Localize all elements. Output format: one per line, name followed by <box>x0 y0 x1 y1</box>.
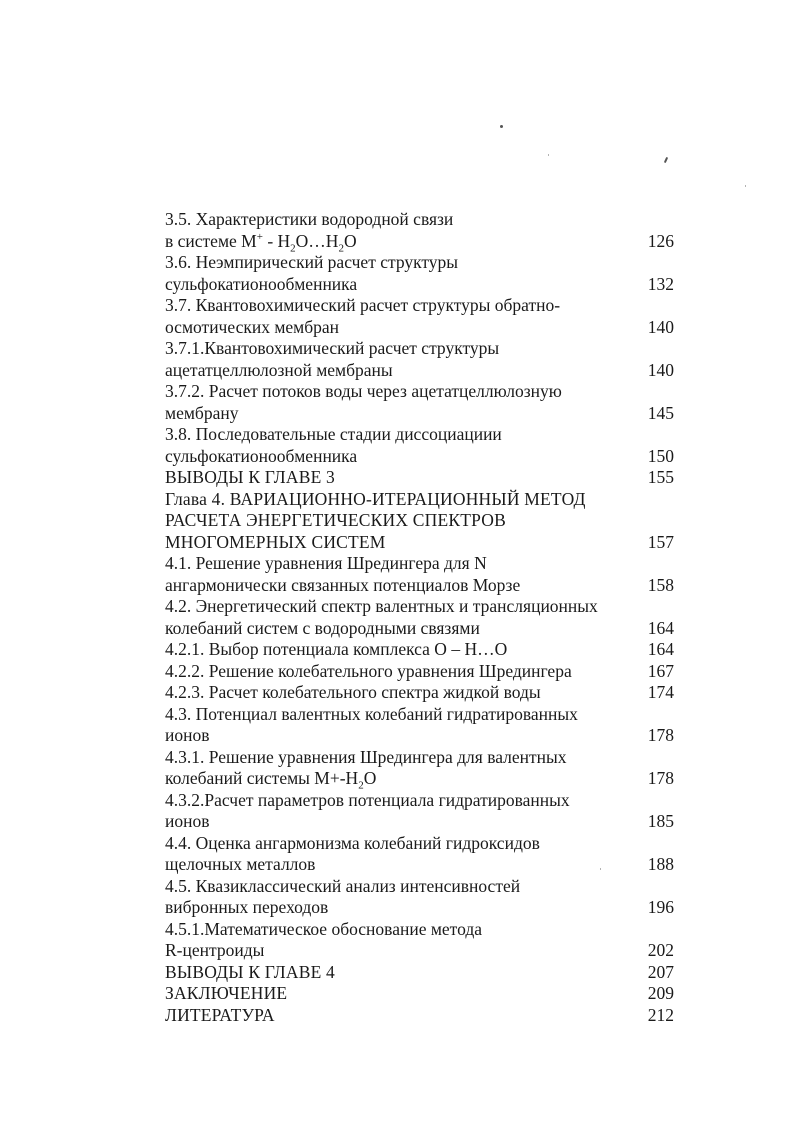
toc-entry-title-line: 4.1. Решение уравнения Шредингера для N <box>165 553 487 573</box>
toc-entry-title-line: ацетатцеллюлозной мембраны <box>165 359 393 380</box>
toc-entry-title-line: сульфокатионообменника <box>165 445 358 466</box>
toc-entry-title-line: 3.8. Последовательные стадии диссоциациии <box>165 424 502 444</box>
toc-entry-title-line: ионов <box>165 811 210 831</box>
toc-entry <box>165 338 685 381</box>
toc-page-number: 150 <box>647 445 674 466</box>
toc-entry <box>165 833 685 876</box>
toc-entry-title-line: 4.2.1. Выбор потенциала комплекса О – Н…О <box>165 639 508 659</box>
toc-entry <box>165 790 685 833</box>
toc-page-number: 155 <box>647 467 674 487</box>
scan-speck <box>664 157 668 163</box>
toc-page-number: 167 <box>647 660 674 681</box>
toc-entry-title-line: вибронных переходов <box>165 897 329 917</box>
toc-entry <box>165 682 685 704</box>
toc-entry-title-line: осмотических мембран <box>165 316 340 337</box>
toc-entry-title-line: R-центроиды <box>165 940 265 960</box>
toc-entry-title-line: 4.3.2.Расчет параметров потенциала гидратированных <box>165 789 570 810</box>
toc-page-number: 185 <box>647 811 674 831</box>
toc-entry-title-line: ЗАКЛЮЧЕНИЕ <box>165 983 288 1003</box>
toc-page-number: 126 <box>647 230 674 251</box>
toc-entry <box>165 553 685 596</box>
toc-entry <box>165 424 685 467</box>
scan-speck <box>548 154 549 156</box>
toc-entry <box>165 661 685 683</box>
table-of-contents <box>165 209 685 1026</box>
toc-entry-title-line: ангармонически связанных потенциалов Морзе <box>165 574 521 595</box>
scan-speck <box>745 185 746 187</box>
toc-entry <box>165 467 685 489</box>
toc-entry-title-line: колебаний системы $М+-Н_2О$ <box>165 768 377 792</box>
toc-entry <box>165 252 685 295</box>
toc-entry-title-line: в системе $М^+ - Н_2О\dots Н_2О$ <box>165 230 357 254</box>
toc-page-number: 207 <box>647 961 674 982</box>
toc-entry-title-line: 4.5. Квазиклассический анализ интенсивностей <box>165 875 521 896</box>
toc-page-number: 132 <box>647 273 674 294</box>
scan-speck <box>600 868 601 870</box>
toc-entry-title-line: щелочных металлов <box>165 854 316 874</box>
toc-page-number: 212 <box>647 1004 674 1025</box>
toc-entry-title-line: 4.3. Потенциал валентных колебаний гидратированных <box>165 703 578 724</box>
toc-entry <box>165 919 685 962</box>
toc-page-number: 140 <box>647 316 674 337</box>
toc-page-number: 209 <box>647 983 674 1003</box>
toc-page-number: 164 <box>647 617 674 638</box>
toc-entry-title-line: 4.5.1.Математическое обоснование метода <box>165 918 483 939</box>
toc-page-number: 157 <box>647 531 674 552</box>
toc-entry <box>165 704 685 747</box>
toc-entry-title-line: Глава 4. ВАРИАЦИОННО-ИТЕРАЦИОННЫЙ МЕТОД <box>165 488 586 509</box>
toc-entry <box>165 596 685 639</box>
toc-entry <box>165 209 685 252</box>
toc-page-number: 178 <box>647 768 674 788</box>
toc-entry <box>165 489 685 554</box>
toc-page-number: 178 <box>647 725 674 745</box>
toc-entry-title-line: 4.4. Оценка ангармонизма колебаний гидроксидов <box>165 832 540 853</box>
toc-page-number: 140 <box>647 359 674 380</box>
toc-entry-title-line: 3.7.2. Расчет потоков воды через ацетатцеллюлозную <box>165 381 562 401</box>
toc-entry-title-line: ЛИТЕРАТУРА <box>165 1004 275 1025</box>
toc-entry-title-line: 3.5. Характеристики водородной связи <box>165 209 454 229</box>
toc-entry <box>165 876 685 919</box>
toc-entry-title-line: сульфокатионообменника <box>165 273 358 294</box>
toc-entry <box>165 983 685 1005</box>
toc-entry-title-line: 4.2. Энергетический спектр валентных и трансляционных <box>165 596 598 616</box>
toc-entry-title-line: 3.6. Неэмпирический расчет структуры <box>165 252 459 272</box>
toc-entry-title-line: 3.7. Квантовохимический расчет структуры обратно- <box>165 295 561 315</box>
toc-entry-title-line: ВЫВОДЫ К ГЛАВЕ 3 <box>165 467 335 487</box>
toc-entry-title-line: 4.3.1. Решение уравнения Шредингера для валентных <box>165 746 567 767</box>
toc-entry-title-line: ионов <box>165 725 210 745</box>
toc-entry-title-line: МНОГОМЕРНЫХ СИСТЕМ <box>165 531 386 552</box>
toc-page-number: 158 <box>647 574 674 595</box>
toc-entry-title-line: 3.7.1.Квантовохимический расчет структуры <box>165 338 500 358</box>
toc-entry-title-line: 4.2.3. Расчет колебательного спектра жидкой воды <box>165 682 541 702</box>
toc-entry-title-line: 4.2.2. Решение колебательного уравнения Шредингера <box>165 660 572 681</box>
scan-speck <box>500 125 503 128</box>
toc-entry <box>165 747 685 790</box>
toc-page-number: 174 <box>647 682 674 702</box>
toc-page-number: 164 <box>647 639 674 659</box>
toc-entry-title-line: ВЫВОДЫ К ГЛАВЕ 4 <box>165 961 335 982</box>
toc-entry <box>165 962 685 984</box>
toc-entry-title-line: РАСЧЕТА ЭНЕРГЕТИЧЕСКИХ СПЕКТРОВ <box>165 510 507 530</box>
toc-entry <box>165 639 685 661</box>
toc-entry <box>165 1005 685 1027</box>
toc-entry-title-line: колебаний систем с водородными связями <box>165 617 480 638</box>
toc-page-number: 202 <box>647 940 674 960</box>
toc-page-number: 145 <box>647 402 674 423</box>
toc-page-number: 196 <box>647 897 674 917</box>
toc-entry-title-line: мембрану <box>165 402 239 423</box>
toc-entry <box>165 381 685 424</box>
toc-page-number: 188 <box>647 854 674 874</box>
toc-entry <box>165 295 685 338</box>
